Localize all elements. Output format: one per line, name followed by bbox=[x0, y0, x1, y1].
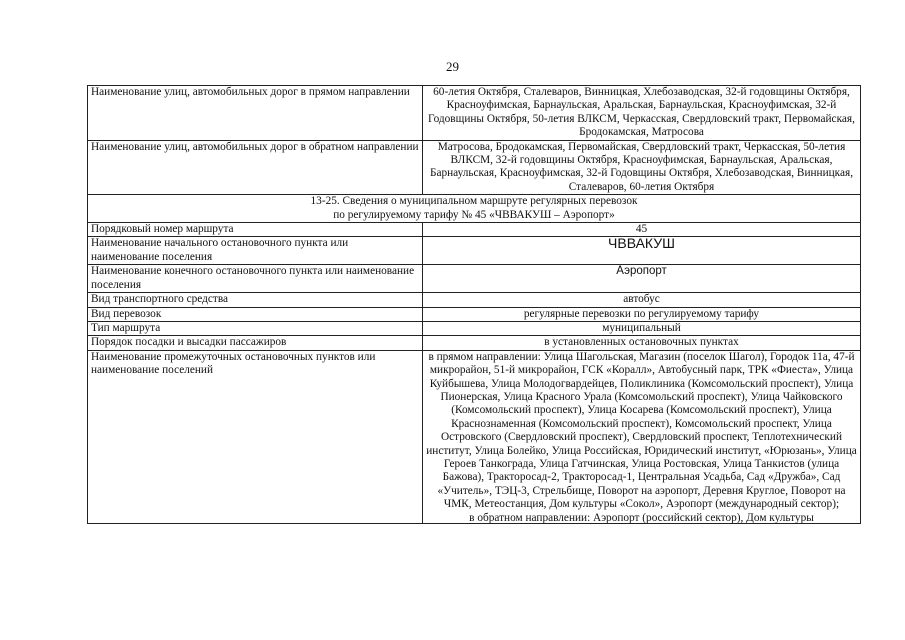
route-number-value: 45 bbox=[423, 223, 861, 237]
page-number: 29 bbox=[446, 59, 459, 74]
table-row bbox=[88, 223, 861, 237]
reverse-streets-label: Наименование улиц, автомобильных дорог в обратном направлении bbox=[88, 140, 423, 195]
route-type-value: муниципальный bbox=[423, 321, 861, 335]
forward-streets-value: 60-летия Октября, Сталеваров, Винницкая, Хлебозаводская, 32-й годовщины Октября, Красноуфимская, Барнаульская, Аральская, Барнаульская, Красноуфимская, 32-й Годовщины Октября, 50-летия ВЛКСМ, Черкасская, Свердловский тракт, Первомайская, Бродокамская, Матросова bbox=[423, 86, 861, 141]
section-heading-line1: 13-25. Сведения о муниципальном маршруте регулярных перевозок bbox=[310, 195, 638, 208]
table-row bbox=[88, 265, 861, 293]
intermediate-stops-value bbox=[423, 350, 861, 523]
end-stop-value: Аэропорт bbox=[423, 265, 861, 293]
intermediate-forward-text: в прямом направлении: Улица Шагольская, Магазин (поселок Шагол), Городок 11а, 47-й микрорайон, 51-й микрорайон, ГСК «Коралл», Автобусный парк, ТРК «Фиеста», Улица Куйбышева, Улица Молодогвардейцев, Поликлиника (Комсомольский проспект), Улица Пионерская, Улица Красного Урала (Комсомольский проспект), Улица Чайковского (Комсомольский проспект), Улица Косарева (Комсомольский проспект), Улица Краснознаменная (Комсомольский проспект), Комсомольский проспект, Улица Островского (Свердловский проспект), Свердловский проспект, Теплотехнический институт, Улица Болейко, Улица Российская, Юридический институт, «Юрюзань», Улица Героев Танкограда, Улица Гатчинская, Улица Ростовская, Улица Танкистов (улица Бажова), Тракторосад-2, Тракторосад-1, Центральная Усадьба, Сад «Дружба», Сад «Учитель», ТЭЦ-3, Стрельбище, Поворот на аэропорт, Деревня Круглое, Поворот на ЧМК, Метеостанция, Дом культуры «Сокол», Аэропорт (международный сектор); bbox=[426, 350, 857, 511]
end-stop-label: Наименование конечного остановочного пункта или наименование поселения bbox=[88, 265, 423, 293]
table-row bbox=[88, 237, 861, 265]
vehicle-type-label: Вид транспортного средства bbox=[88, 293, 423, 307]
table-row bbox=[88, 293, 861, 307]
route-type-label: Тип маршрута bbox=[88, 321, 423, 335]
table-row bbox=[88, 321, 861, 335]
boarding-label: Порядок посадки и высадки пассажиров bbox=[88, 336, 423, 350]
start-stop-value: ЧВВАКУШ bbox=[423, 237, 861, 265]
table-row bbox=[88, 307, 861, 321]
table-row bbox=[88, 336, 861, 350]
reverse-streets-value: Матросова, Бродокамская, Первомайская, Свердловский тракт, Черкасская, 50-летия ВЛКСМ, 32-й годовщины Октября, Красноуфимская, Барнаульская, Аральская, Барнаульская, Красноуфимская, 32-й Годовщины Октября, Хлебозаводская, Винницкая, Сталеваров, 60-летия Октября bbox=[423, 140, 861, 195]
start-stop-label: Наименование начального остановочного пункта или наименование поселения bbox=[88, 237, 423, 265]
table-row bbox=[88, 195, 861, 223]
table-row bbox=[88, 86, 861, 141]
route-number-label: Порядковый номер маршрута bbox=[88, 223, 423, 237]
route-table bbox=[87, 85, 861, 524]
boarding-value: в установленных остановочных пунктах bbox=[423, 336, 861, 350]
transport-kind-label: Вид перевозок bbox=[88, 307, 423, 321]
vehicle-type-value: автобус bbox=[423, 293, 861, 307]
section-heading bbox=[88, 195, 861, 223]
table-row bbox=[88, 140, 861, 195]
forward-streets-label: Наименование улиц, автомобильных дорог в прямом направлении bbox=[88, 86, 423, 141]
intermediate-reverse-text: в обратном направлении: Аэропорт (российский сектор), Дом культуры bbox=[469, 511, 814, 523]
section-heading-line2: по регулируемому тарифу № 45 «ЧВВАКУШ – Аэропорт» bbox=[333, 208, 615, 221]
intermediate-stops-label: Наименование промежуточных остановочных пунктов или наименование поселений bbox=[88, 350, 423, 523]
transport-kind-value: регулярные перевозки по регулируемому тарифу bbox=[423, 307, 861, 321]
table-row bbox=[88, 350, 861, 523]
